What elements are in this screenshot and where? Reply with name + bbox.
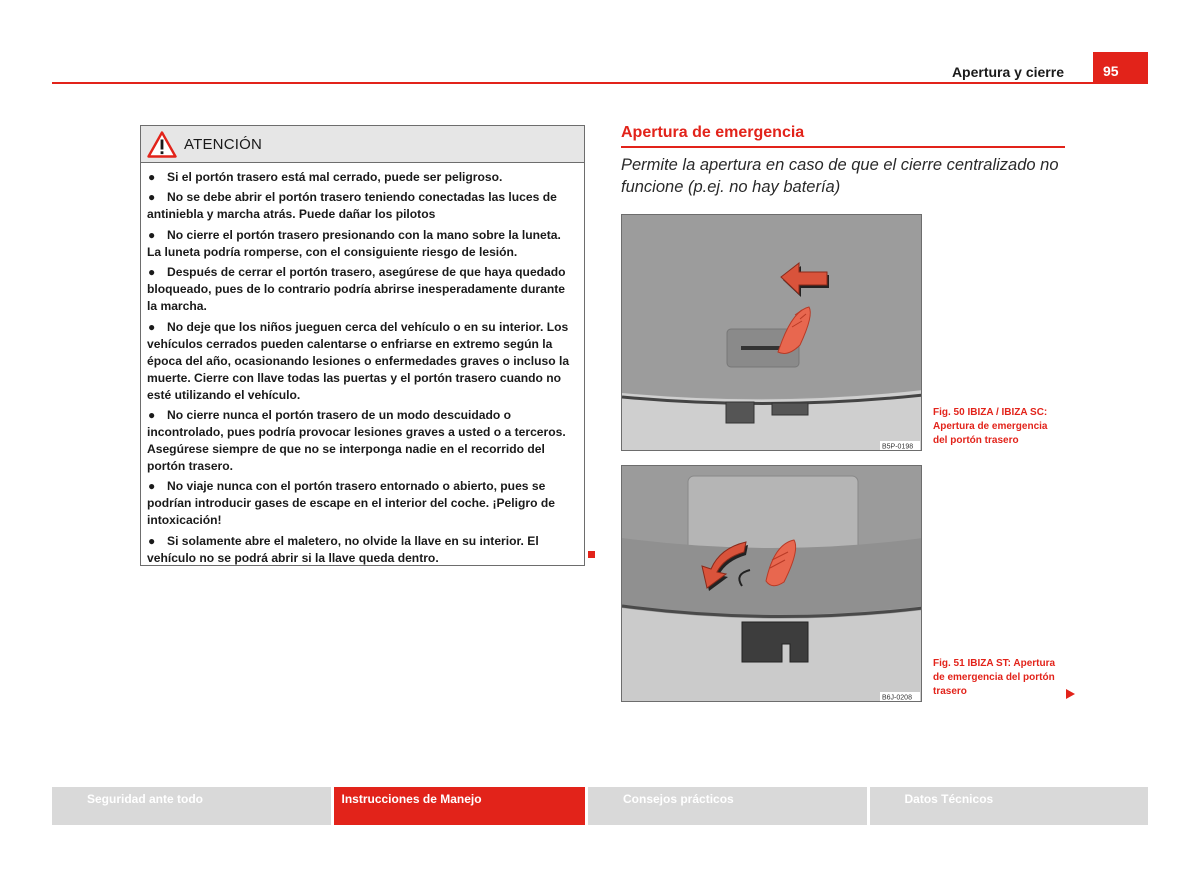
figure-50-image — [621, 214, 922, 451]
warning-item — [147, 169, 576, 186]
figure-50-caption: Fig. 50 IBIZA / IBIZA SC: Apertura de emergencia del portón trasero — [933, 407, 1048, 446]
warning-item-text: No cierre el portón trasero presionando con la mano sobre la luneta. La luneta podría romperse, con el consiguiente riesgo de lesión. — [147, 227, 561, 259]
warning-item-text: Después de cerrar el portón trasero, asegúrese de que haya quedado bloqueado, pues de lo contrario podría abrirse inesperadamente durante la marcha. — [147, 265, 566, 314]
warning-item-text: No se debe abrir el portón trasero teniendo conectadas las luces de antiniebla y marcha atrás. Puede dañar los pilotos — [147, 190, 557, 222]
bullet-icon: ● — [148, 265, 156, 280]
warning-box — [140, 125, 585, 566]
footer-tab-instrucciones[interactable]: Instrucciones de Manejo — [334, 787, 586, 825]
footer-tab-datos-tecnicos[interactable]: Datos Técnicos — [870, 787, 1149, 825]
warning-triangle-icon — [147, 131, 177, 158]
warning-item — [147, 189, 576, 223]
warning-item — [147, 533, 576, 567]
warning-item — [147, 478, 576, 529]
warning-item — [147, 319, 576, 404]
page-number: 95 — [1103, 63, 1119, 79]
end-of-section-marker — [588, 551, 595, 558]
bullet-icon: ● — [148, 407, 156, 422]
bullet-icon: ● — [148, 227, 156, 242]
page-number-box — [1093, 52, 1148, 84]
warning-item — [147, 264, 576, 315]
bullet-icon: ● — [148, 190, 156, 205]
bullet-icon: ● — [148, 479, 156, 494]
bullet-icon: ● — [148, 170, 156, 184]
warning-item — [147, 227, 576, 261]
intro-text: Permite la apertura en caso de que el cierre centralizado no funcione (p.ej. no hay batería) — [621, 156, 1059, 196]
section-title: Apertura y cierre — [951, 64, 1064, 80]
header-rule — [52, 82, 1148, 84]
warning-item-text: Si solamente abre el maletero, no olvide la llave en su interior. El vehículo no se podrá abrir si la llave queda dentro. — [147, 533, 539, 565]
warning-item — [147, 407, 576, 475]
warning-item-text: No cierre nunca el portón trasero de un modo descuidado o incontrolado, pues podría provocar lesiones graves a usted o a terceros. Asegúrese siempre de que no se interponga nadie en el recorrido del portón trasero. — [147, 407, 566, 473]
warning-item-text: No viaje nunca con el portón trasero entornado o abierto, pues se podrían introducir gases de escape en el interior del coche. ¡Peligro de intoxicación! — [147, 479, 555, 528]
footer-tab-seguridad[interactable]: Seguridad ante todo — [52, 787, 331, 825]
heading-rule — [621, 146, 1065, 148]
section-heading: Apertura de emergencia — [621, 124, 805, 141]
footer-nav — [52, 787, 1148, 825]
continue-arrow-icon — [1066, 689, 1075, 699]
footer-tab-consejos[interactable]: Consejos prácticos — [588, 787, 867, 825]
warning-header — [141, 126, 584, 163]
figure-51-caption: Fig. 51 IBIZA ST: Apertura de emergencia del portón trasero — [933, 658, 1056, 697]
warning-title: ATENCIÓN — [184, 135, 262, 153]
warning-list — [141, 163, 584, 567]
figure-51-image — [621, 465, 922, 702]
figure-code: B6J-0208 — [882, 694, 912, 702]
warning-item-text: Si el portón trasero está mal cerrado, puede ser peligroso. — [167, 170, 503, 184]
bullet-icon: ● — [148, 533, 156, 548]
warning-item-text: No deje que los niños jueguen cerca del vehículo o en su interior. Los vehículos cerrados pueden calentarse o enfriarse en extremo según la época del año, ocasionando lesiones o enfermedades graves o incluso la muerte. Cierre con llave todas las puertas y el portón trasero cuando no esté utilizando el vehículo. — [147, 319, 570, 402]
bullet-icon: ● — [148, 319, 156, 334]
figure-code: B5P-0198 — [882, 443, 914, 451]
